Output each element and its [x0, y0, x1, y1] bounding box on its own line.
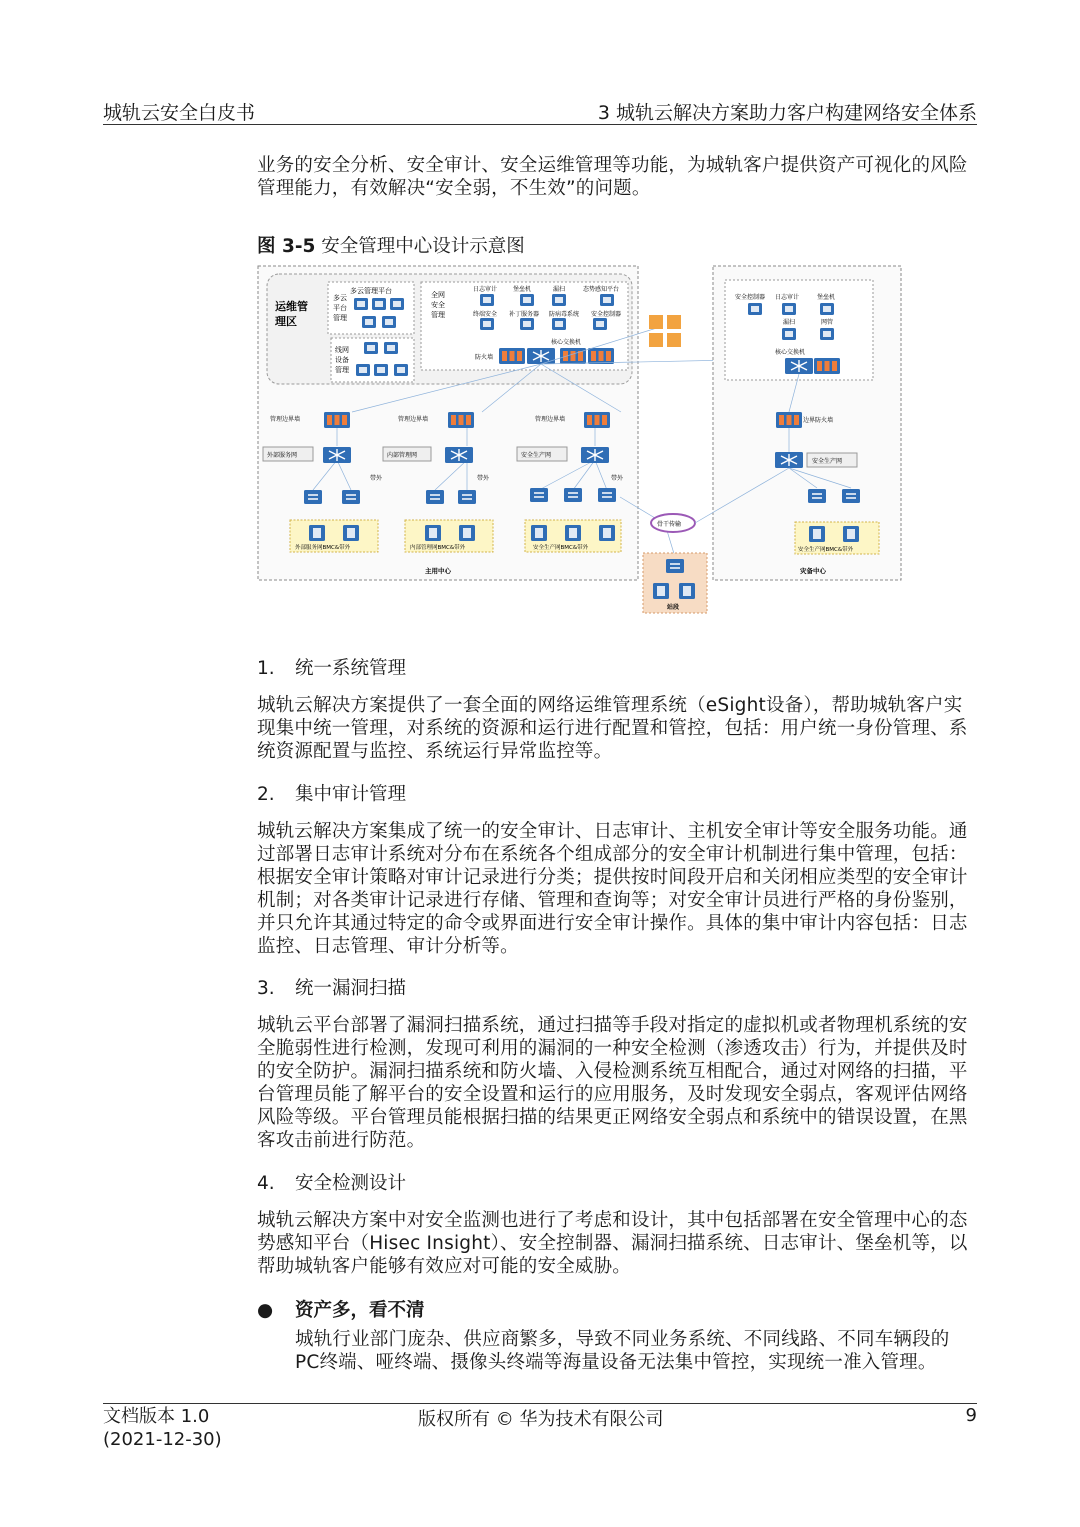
- section-2-heading: 2. 集中审计管理: [257, 784, 407, 805]
- diag-endpoint: 终端安全: [473, 311, 498, 318]
- diag-sec-ctrl: 安全控制器: [591, 311, 622, 318]
- diag-patch: 补丁服务器: [509, 311, 540, 318]
- line-mgmt-label-3: 管理: [335, 366, 349, 374]
- bullet-heading: ● 资产多，看不清: [257, 1300, 425, 1321]
- svg-text:内部管理网BMC&带外: 内部管理网BMC&带外: [410, 545, 466, 551]
- bullet-dot-icon: ●: [257, 1300, 274, 1321]
- figure-caption: [257, 232, 525, 258]
- footer-copyright: 版权所有 © 华为技术有限公司: [418, 1409, 664, 1430]
- section-3-body: 城轨云平台部署了漏洞扫描系统，通过扫描等手段对指定的虚拟机或者物理机系统的安全脆弱性进行检测，发现可利用的漏洞的一种安全检测（渗透攻击）行为，并提供及时的安全防护。漏洞扫描系统和防火墙、入侵检测系统互相配合，通过对网络的扫描，平台管理员能了解平台的安全设置和运行的应用服务，及时发现安全弱点，客观评估网络风险等级。平台管理员能根据扫描的结果更正网络安全弱点和系统中的错误设置，在黑客攻击前进行防范。: [257, 1015, 968, 1151]
- svg-text:带外: 带外: [477, 475, 490, 482]
- diag-situation: 态势感知平台: [583, 286, 620, 293]
- svg-text:安全生产网: 安全生产网: [812, 458, 843, 465]
- svg-text:安全生产网BMC&带外: 安全生产网BMC&带外: [798, 547, 854, 553]
- header-chapter-title: 3 城轨云解决方案助力客户构建网络安全体系: [597, 102, 977, 124]
- multicloud-side-label-3: 管理: [333, 314, 347, 322]
- diag-av: 防病毒系统: [549, 311, 580, 318]
- svg-text:管理边界墙: 管理边界墙: [535, 416, 566, 423]
- dr-center-label: 灾备中心: [800, 567, 826, 575]
- multicloud-side-label-2: 平台: [333, 304, 347, 312]
- multicloud-label: 多云管理平台: [350, 287, 392, 295]
- figure-title: 安全管理中心设计示意图: [321, 236, 525, 257]
- svg-text:安全控制器: 安全控制器: [735, 294, 766, 301]
- footer-date: (2021-12-30): [103, 1429, 222, 1450]
- svg-text:管理边界墙: 管理边界墙: [270, 416, 301, 423]
- svg-text:带外: 带外: [370, 475, 383, 482]
- footer-version-block: [103, 1405, 222, 1451]
- station-label: 站段: [667, 604, 680, 611]
- footer-version: 文档版本 1.0: [103, 1406, 210, 1427]
- svg-text:外部服务网BMC&带外: 外部服务网BMC&带外: [295, 545, 351, 551]
- svg-text:漏扫: 漏扫: [783, 319, 796, 326]
- svg-text:边界防火墙: 边界防火墙: [803, 417, 834, 424]
- header-doc-title: 城轨云安全白皮书: [103, 102, 256, 124]
- security-management-diagram: [255, 262, 905, 617]
- global-sec-label-3: 管理: [431, 311, 445, 319]
- backbone-label: 骨干传输: [657, 521, 682, 528]
- diag-bastion: 堡垒机: [513, 286, 532, 293]
- interconnect-firewalls: [649, 315, 681, 347]
- figure-number: 图 3-5: [257, 236, 316, 257]
- line-mgmt-label-2: 设备: [335, 356, 349, 364]
- header-divider: [103, 124, 977, 125]
- diag-core-sw: 核心交换机: [551, 339, 582, 346]
- section-4-heading: 4. 安全检测设计: [257, 1173, 407, 1194]
- global-sec-label-2: 安全: [431, 301, 445, 309]
- global-sec-label: 全网: [431, 291, 445, 299]
- section-2-body: 城轨云解决方案集成了统一的安全审计、日志审计、主机安全审计等安全服务功能。通过部署日志审计系统对分布在系统各个组成部分的安全审计机制进行集中管理，包括：根据安全审计策略对审计记录进行分类；提供按时间段开启和关闭相应类型的安全审计机制；对各类审计记录进行存储、管理和查询等；对安全审计员进行严格的身份鉴别，并只允许其通过特定的命令或界面进行安全审计操作。具体的集中审计内容包括：日志监控、日志管理、审计分析等。: [257, 821, 968, 957]
- svg-text:网管: 网管: [821, 319, 834, 326]
- ops-zone-label: 运维管: [275, 300, 308, 313]
- footer-page-number: 9: [965, 1405, 977, 1426]
- diag-log-audit: 日志审计: [473, 286, 498, 293]
- line-mgmt-label: 线网: [335, 346, 349, 354]
- section-1-heading: 1. 统一系统管理: [257, 658, 407, 679]
- svg-text:安全生产网BMC&带外: 安全生产网BMC&带外: [533, 545, 589, 551]
- section-1-body: 城轨云解决方案提供了一套全面的网络运维管理系统（eSight设备），帮助城轨客户实现集中统一管理，对系统的资源和运行进行配置和管控，包括：用户统一身份管理、系统资源配置与监控、系统运行异常监控等。: [257, 695, 968, 762]
- svg-text:外部服务网: 外部服务网: [267, 452, 298, 459]
- svg-text:内部管理网: 内部管理网: [387, 452, 418, 459]
- section-3-heading: 3. 统一漏洞扫描: [257, 978, 407, 999]
- intro-paragraph: 业务的安全分析、安全审计、安全运维管理等功能，为城轨客户提供资产可视化的风险管理能力，有效解决“安全弱，不生效”的问题。: [257, 155, 968, 199]
- svg-text:日志审计: 日志审计: [775, 294, 800, 301]
- bullet-body: 城轨行业部门庞杂、供应商繁多，导致不同业务系统、不同线路、不同车辆段的PC终端、哑终端、摄像头终端等海量设备无法集中管控，实现统一准入管理。: [295, 1329, 950, 1373]
- svg-text:管理边界墙: 管理边界墙: [398, 416, 429, 423]
- main-center-label: 主用中心: [425, 567, 451, 575]
- multicloud-side-label: 多云: [333, 294, 347, 302]
- svg-text:堡垒机: 堡垒机: [817, 294, 836, 301]
- section-4-body: 城轨云解决方案中对安全监测也进行了考虑和设计，其中包括部署在安全管理中心的态势感知平台（Hisec Insight）、安全控制器、漏洞扫描系统、日志审计、堡垒机等，以帮助城轨客户能够有效应对可能的安全威胁。: [257, 1210, 968, 1277]
- diag-scan: 漏扫: [553, 286, 566, 293]
- diag-fw: 防火墙: [475, 354, 494, 361]
- svg-text:安全生产网: 安全生产网: [521, 452, 552, 459]
- footer-divider: [103, 1403, 977, 1404]
- ops-zone-label-2: 理区: [275, 315, 297, 328]
- svg-text:带外: 带外: [611, 475, 624, 482]
- svg-text:核心交换机: 核心交换机: [775, 349, 806, 356]
